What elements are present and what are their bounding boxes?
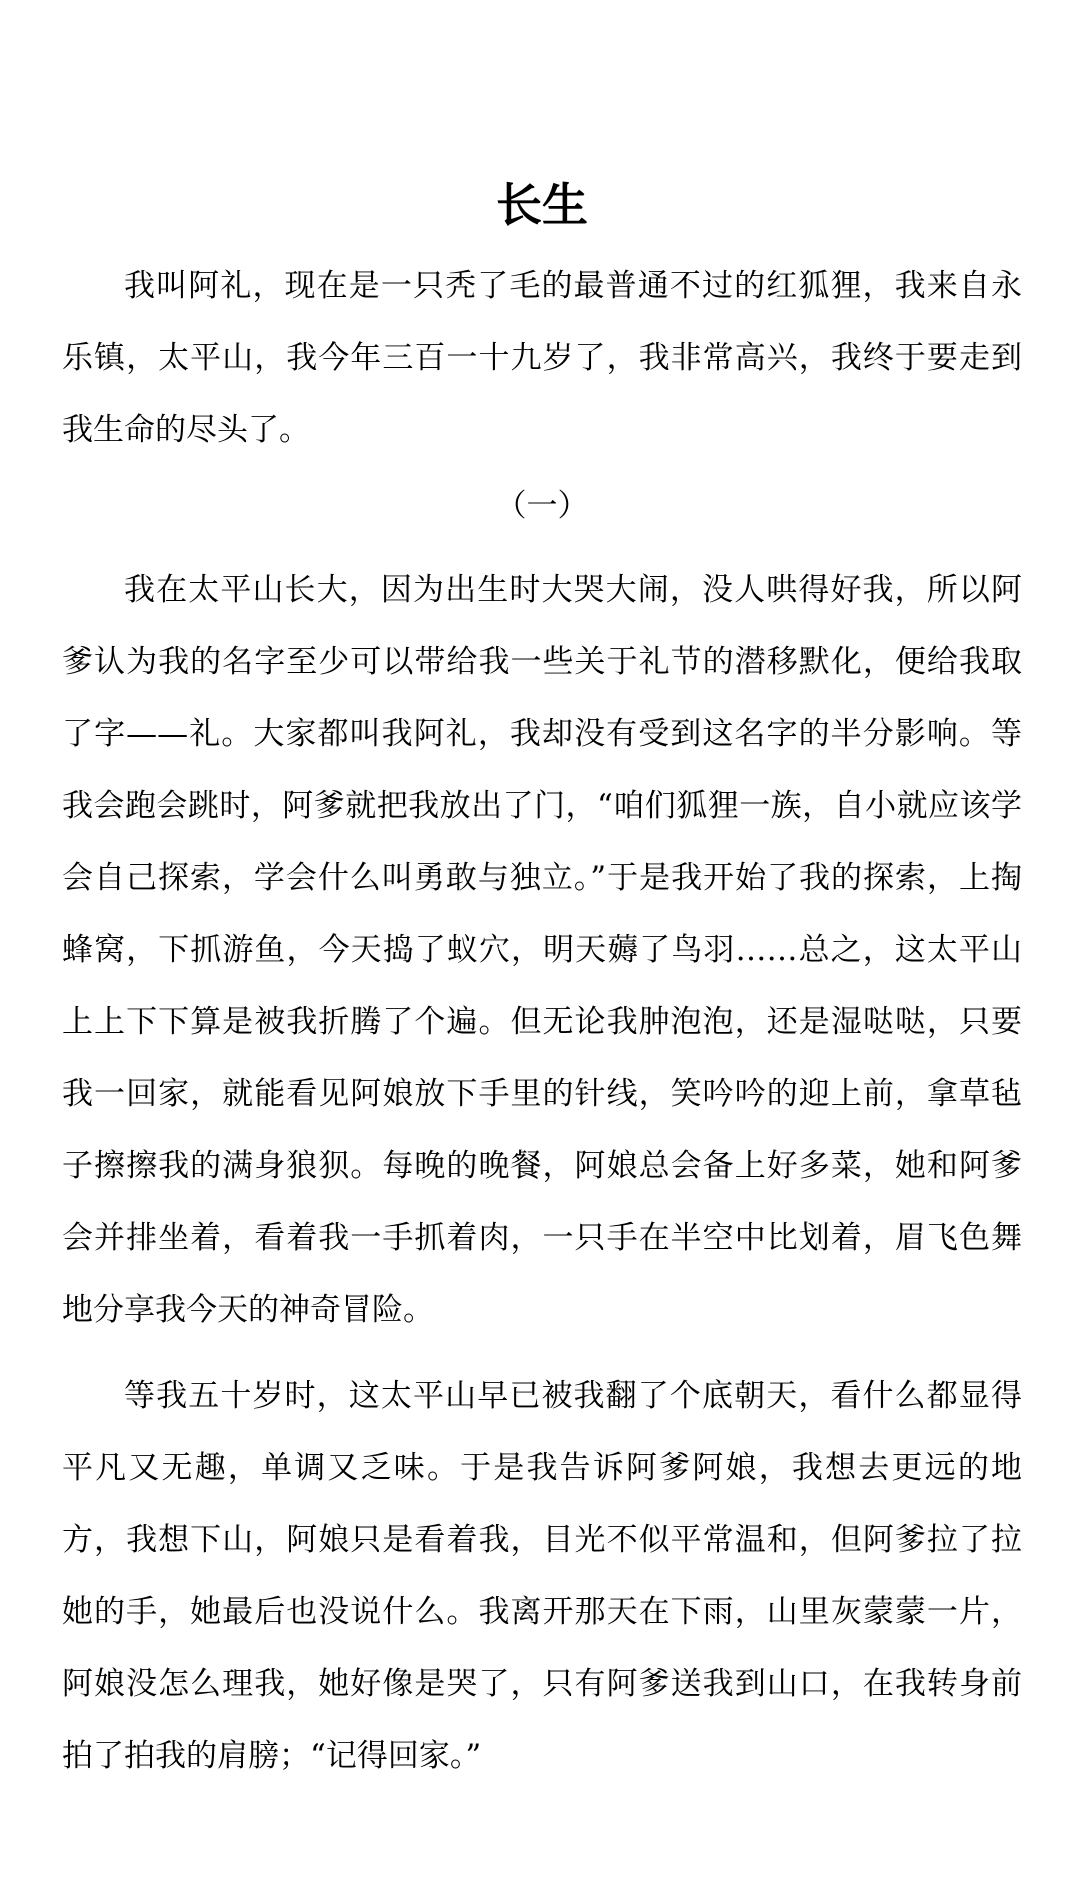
document-title: 长生 [496,178,588,232]
document-page [62,170,1022,1792]
section-heading: （一） [495,488,589,524]
body-paragraph: 等我五十岁时，这太平山早已被我翻了个底朝天，看什么都显得平凡又无趣，单调又乏味。于是我告诉阿爹阿娘，我想去更远的地方，我想下山，阿娘只是看着我，目光不似平常温和，但阿爹拉了拉她的手，她最后也没说什么。我离开那天在下雨，山里灰蒙蒙一片，阿娘没怎么理我，她好像是哭了，只有阿爹送我到山口，在我转身前拍了拍我的肩膀；“记得回家。” [62,1378,1022,1774]
paragraph-gap [62,1346,1022,1360]
intro-paragraph: 我叫阿礼，现在是一只秃了毛的最普通不过的红狐狸，我来自永乐镇，太平山，我今年三百一十九岁了，我非常高兴，我终于要走到我生命的尽头了。 [62,268,1022,448]
body-paragraph: 我在太平山长大，因为出生时大哭大闹，没人哄得好我，所以阿爹认为我的名字至少可以带给我一些关于礼节的潜移默化，便给我取了字——礼。大家都叫我阿礼，我却没有受到这名字的半分影响。等我会跑会跳时，阿爹就把我放出了门，“咱们狐狸一族，自小就应该学会自己探索，学会什么叫勇敢与独立。”于是我开始了我的探索，上掏蜂窝，下抓游鱼，今天捣了蚁穴，明天薅了鸟羽……总之，这太平山上上下下算是被我折腾了个遍。但无论我肿泡泡，还是湿哒哒，只要我一回家，就能看见阿娘放下手里的针线，笑吟吟的迎上前，拿草毡子擦擦我的满身狼狈。每晚的晚餐，阿娘总会备上好多菜，她和阿爹会并排坐着，看着我一手抓着肉，一只手在半空中比划着，眉飞色舞地分享我今天的神奇冒险。 [62,572,1022,1328]
